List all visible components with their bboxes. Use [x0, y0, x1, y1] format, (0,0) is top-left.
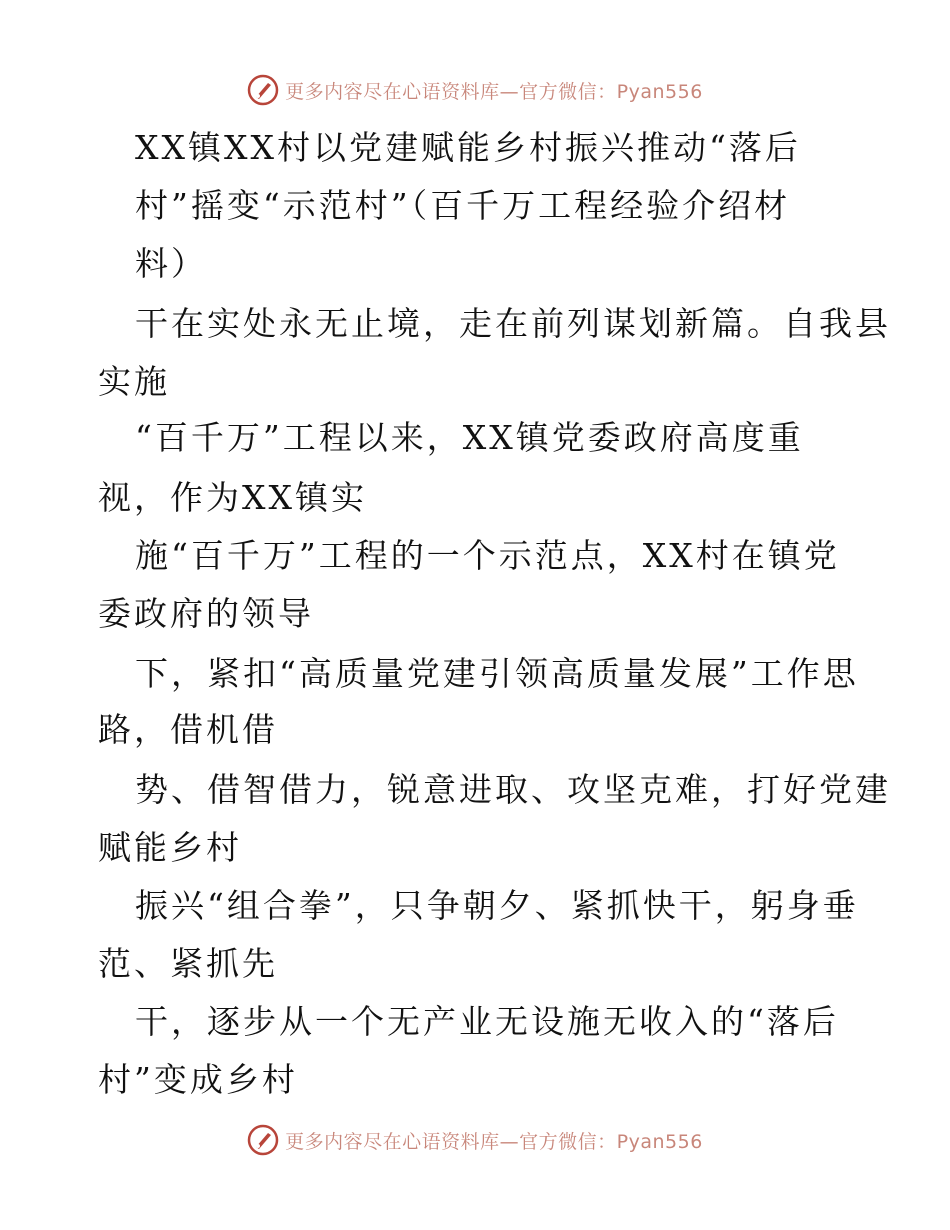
footer-banner-text: 更多内容尽在心语资料库—官方微信：Pyan556: [285, 1130, 703, 1153]
body-line: 视，作为XX镇实: [98, 478, 367, 517]
body-line: 施“百千万”工程的一个示范点，XX村在镇党: [135, 536, 840, 575]
header-banner: [0, 70, 950, 110]
body-line: 干在实处永无止境，走在前列谋划新篇。自我县: [135, 304, 891, 343]
body-line: 赋能乡村: [98, 828, 242, 867]
body-line: 路，借机借: [98, 710, 278, 749]
body-line: 干，逐步从一个无产业无设施无收入的“落后: [135, 1002, 839, 1041]
body-line: 委政府的领导: [98, 594, 314, 633]
body-line: 实施: [98, 362, 170, 401]
title-line: XX镇XX村以党建赋能乡村振兴推动“落后: [135, 128, 801, 167]
body-line: 范、紧抓先: [98, 944, 278, 983]
title-line: 料）: [135, 244, 207, 283]
footer-banner: [0, 1120, 950, 1160]
title-line: 村”摇变“示范村”（百千万工程经验介绍材: [135, 186, 791, 225]
header-banner-text: 更多内容尽在心语资料库—官方微信：Pyan556: [285, 80, 703, 103]
body-line: 势、借智借力，锐意进取、攻坚克难，打好党建: [135, 770, 891, 809]
body-line: “百千万”工程以来，XX镇党委政府高度重: [135, 418, 804, 457]
body-line: 振兴“组合拳”，只争朝夕、紧抓快干，躬身垂: [135, 886, 859, 925]
body-line: 下，紧扣“高质量党建引领高质量发展”工作思: [135, 654, 859, 693]
quill-pen-logo-icon: [247, 74, 279, 106]
quill-pen-logo-icon: [247, 1124, 279, 1156]
body-line: 村”变成乡村: [98, 1060, 298, 1099]
